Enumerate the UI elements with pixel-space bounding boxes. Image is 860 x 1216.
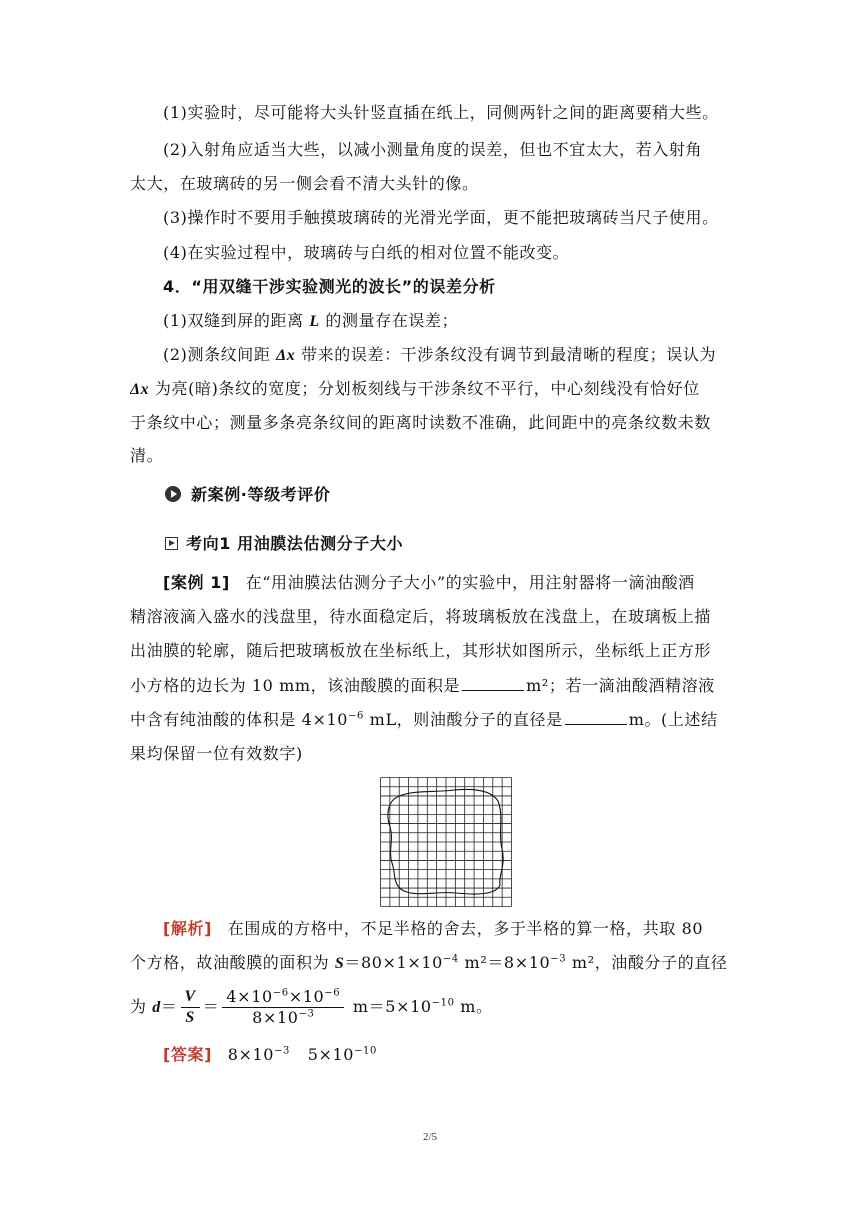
answer-blank-2: [565, 710, 627, 725]
exponent: −10: [431, 997, 455, 1009]
numerator: V: [181, 987, 200, 1008]
note-4: (4)在实验过程中，玻璃砖与白纸的相对位置不能改变。: [163, 243, 570, 262]
answer-2: [308, 1045, 377, 1064]
text: 4×10: [226, 987, 273, 1006]
case-line-3: 出油膜的轮廓，随后把玻璃板放在坐标纸上，其形状如图所示，坐标纸上正方形: [130, 641, 712, 660]
text: 中含有纯油酸的体积是 4×10: [130, 710, 349, 729]
variable-d: d: [152, 999, 161, 1016]
text: 小方格的边长为 10 mm，该油酸膜的面积是: [130, 676, 461, 695]
answer-line: [163, 1045, 730, 1065]
answer-label: [答案]: [163, 1045, 213, 1064]
section-4-point-2-line-3: 于条纹中心；测量多条亮条纹间的距离时读数不准确，此间距中的亮条纹数未数: [130, 413, 712, 432]
note-3: (3)操作时不要用手触摸玻璃砖的光滑光学面，更不能把玻璃砖当尺子使用。: [163, 208, 719, 227]
text: ＝: [160, 997, 178, 1016]
variable-S: S: [334, 955, 345, 972]
section-4-point-1: [163, 311, 730, 332]
case-line-5: [130, 710, 730, 730]
section-4-point-2-line-4: 清。: [130, 446, 164, 465]
variable-dx: Δx: [276, 347, 296, 364]
text: m＝5×10: [347, 997, 432, 1016]
analysis-label: [解析]: [163, 919, 213, 938]
text: ＝80×1×10: [344, 953, 443, 972]
section-4-point-2-line-1: [163, 345, 730, 366]
analysis-line-3: [130, 985, 730, 1031]
page-number: 2/5: [422, 1131, 438, 1143]
text: 为亮(暗)条纹的宽度；分划板刻线与干涉条纹不平行，中心刻线没有恰好位: [154, 379, 700, 398]
denominator: S: [185, 1009, 195, 1026]
coordinate-grid: [381, 778, 512, 907]
play-square-icon: [165, 537, 178, 550]
exponent: −6: [348, 710, 364, 722]
text: 为: [130, 997, 153, 1016]
topic-heading: [165, 534, 565, 554]
text: ＝: [202, 997, 220, 1016]
heading-text: 新案例·等级考评价: [191, 485, 331, 504]
text: m²；若一滴油酸酒精溶液: [526, 676, 715, 695]
case-line-2: 精溶液滴入盛水的浅盘里，待水面稳定后，将玻璃板放在浅盘上，在玻璃板上描: [130, 607, 712, 626]
text: ×10: [288, 987, 325, 1006]
note-2-cont: 太大，在玻璃砖的另一侧会看不清大头针的像。: [130, 174, 479, 193]
answer-1: [228, 1045, 290, 1064]
exponent: −10: [354, 1045, 377, 1057]
case-line-6: 果均保留一位有效数字): [130, 744, 303, 763]
exponent: −3: [298, 1008, 315, 1020]
oil-film-grid-figure: [380, 777, 513, 908]
exponent: −3: [550, 953, 567, 965]
exponent: −6: [324, 987, 341, 999]
analysis-line-2: [130, 953, 730, 974]
note-2: (2)入射角应适当大些，以减小测量角度的误差，但也不宜太大，若入射角: [163, 140, 703, 159]
fraction-numeric: [222, 987, 344, 1028]
note-1: (1)实验时，尽可能将大头针竖直插在纸上，同侧两针之间的距离要稍大些。: [163, 103, 719, 122]
text: 带来的误差：干涉条纹没有调节到最清晰的程度；误认为: [301, 345, 717, 364]
text: m。: [454, 997, 493, 1016]
case-label: [案例 1]: [163, 573, 230, 592]
section-4-title: 4．“用双缝干涉实验测光的波长”的误差分析: [163, 277, 496, 296]
text: 个方格，故油酸膜的面积为: [130, 953, 335, 972]
variable-L: L: [309, 313, 320, 330]
new-case-heading: [165, 485, 565, 505]
text: m。(上述结: [628, 710, 718, 729]
text: m²＝8×10: [458, 953, 551, 972]
exponent: −4: [442, 953, 459, 965]
text: (1)双缝到屏的距离: [163, 311, 304, 330]
denominator: [222, 1008, 344, 1028]
heading-text: 考向1 用油膜法估测分子大小: [186, 534, 404, 553]
text: 8×10: [252, 1008, 299, 1027]
text: 5×10: [307, 1045, 355, 1064]
text: 的测量存在误差；: [325, 311, 459, 330]
section-4-point-2-line-2: [130, 379, 730, 400]
text: 在“用油膜法估测分子大小”的实验中，用注射器将一滴油酸酒: [245, 573, 695, 592]
case-line-1: [163, 573, 730, 593]
play-circle-icon: [165, 486, 181, 502]
exponent: −3: [274, 1045, 291, 1057]
text: 在围成的方格中，不足半格的舍去，多于半格的算一格，共取 80: [227, 919, 704, 938]
fraction-v-over-s: [181, 987, 200, 1028]
variable-dx: Δx: [130, 381, 150, 398]
analysis-line-1: [163, 919, 730, 939]
text: m²，油酸分子的直径: [566, 953, 728, 972]
case-line-4: [130, 676, 730, 696]
exponent: −6: [272, 987, 289, 999]
text: mL，则油酸分子的直径是: [364, 710, 563, 729]
numerator: [222, 987, 344, 1008]
text: (2)测条纹间距: [163, 345, 271, 364]
text: 8×10: [227, 1045, 275, 1064]
answer-blank-1: [462, 676, 524, 691]
